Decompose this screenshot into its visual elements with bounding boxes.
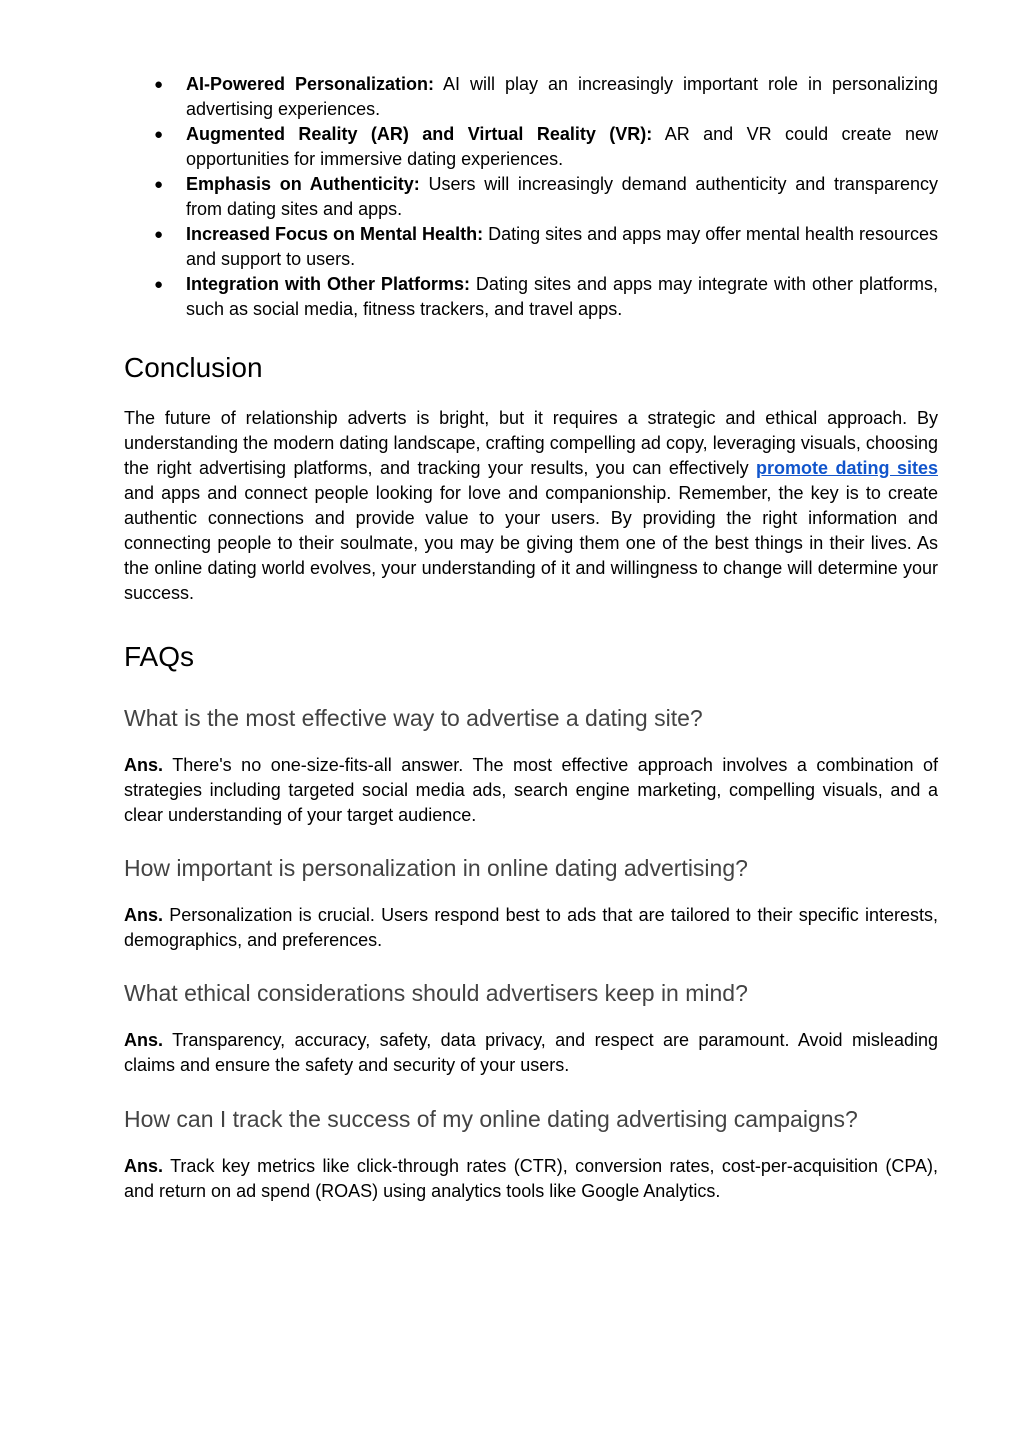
answer-label: Ans. xyxy=(124,1030,164,1050)
answer-label: Ans. xyxy=(124,755,164,775)
document-page xyxy=(124,72,938,1204)
bullet-text: Users will increasingly demand authenticity and transparency from dating sites and apps. xyxy=(186,174,938,219)
bullet-item xyxy=(124,222,938,272)
faq-answer xyxy=(124,753,938,828)
bullet-term: Emphasis on Authenticity: xyxy=(186,174,420,194)
bullet-term: Increased Focus on Mental Health: xyxy=(186,224,484,244)
bullet-item xyxy=(124,122,938,172)
answer-text: Personalization is crucial. Users respond best to ads that are tailored to their specific interests, demographics, and preferences. xyxy=(124,905,938,950)
faq-question: How can I track the success of my online dating advertising campaigns? xyxy=(124,1106,858,1132)
bullet-icon: ● xyxy=(154,126,164,143)
bullet-icon: ● xyxy=(154,76,164,93)
conclusion-heading: Conclusion xyxy=(124,352,263,383)
answer-text: Track key metrics like click-through rates (CTR), conversion rates, cost-per-acquisition (CPA), and return on ad spend (ROAS) using analytics tools like Google Analytics. xyxy=(124,1156,938,1201)
bullet-item xyxy=(124,72,938,122)
conclusion-text-after: and apps and connect people looking for love and companionship. Remember, the key is to create authentic connections and provide value to your users. By providing the right information and connecting people to their soulmate, you may be giving them one of the best things in their lives. As the online dating world evolves, your understanding of it and willingness to change will determine your success. xyxy=(124,483,938,603)
promote-dating-sites-link[interactable]: promote dating sites xyxy=(756,458,938,478)
faq-question: What is the most effective way to advertise a dating site? xyxy=(124,705,703,731)
trends-bullet-list xyxy=(124,72,938,322)
answer-label: Ans. xyxy=(124,905,164,925)
bullet-item xyxy=(124,272,938,322)
faq-question: What ethical considerations should advertisers keep in mind? xyxy=(124,980,748,1006)
bullet-term: AI-Powered Personalization: xyxy=(186,74,435,94)
faq-question: How important is personalization in online dating advertising? xyxy=(124,855,748,881)
bullet-term: Integration with Other Platforms: xyxy=(186,274,470,294)
conclusion-text-before: The future of relationship adverts is bright, but it requires a strategic and ethical approach. By understanding the modern dating landscape, crafting compelling ad copy, leveraging visuals, choosing the right advertising platforms, and tracking your results, you can effectively xyxy=(124,408,938,478)
bullet-text: Dating sites and apps may integrate with other platforms, such as social media, fitness trackers, and travel apps. xyxy=(186,274,938,319)
bullet-icon: ● xyxy=(154,226,164,243)
answer-label: Ans. xyxy=(124,1156,164,1176)
bullet-term: Augmented Reality (AR) and Virtual Reality (VR): xyxy=(186,124,653,144)
faq-answer xyxy=(124,1028,938,1078)
answer-text: Transparency, accuracy, safety, data privacy, and respect are paramount. Avoid misleading claims and ensure the safety and security of your users. xyxy=(124,1030,938,1075)
bullet-text: Dating sites and apps may offer mental health resources and support to users. xyxy=(186,224,939,269)
faqs-heading: FAQs xyxy=(124,641,195,672)
bullet-icon: ● xyxy=(154,276,164,293)
bullet-text: AR and VR could create new opportunities for immersive dating experiences. xyxy=(186,124,938,169)
faq-answer xyxy=(124,1154,938,1204)
bullet-icon: ● xyxy=(154,176,164,193)
conclusion-paragraph xyxy=(124,406,938,606)
bullet-item xyxy=(124,172,938,222)
bullet-text: AI will play an increasingly important role in personalizing advertising experiences. xyxy=(186,74,939,119)
answer-text: There's no one-size-fits-all answer. The most effective approach involves a combination of strategies including targeted social media ads, search engine marketing, compelling visuals, and a clear understanding of your target audience. xyxy=(124,755,938,825)
faq-answer xyxy=(124,903,938,953)
